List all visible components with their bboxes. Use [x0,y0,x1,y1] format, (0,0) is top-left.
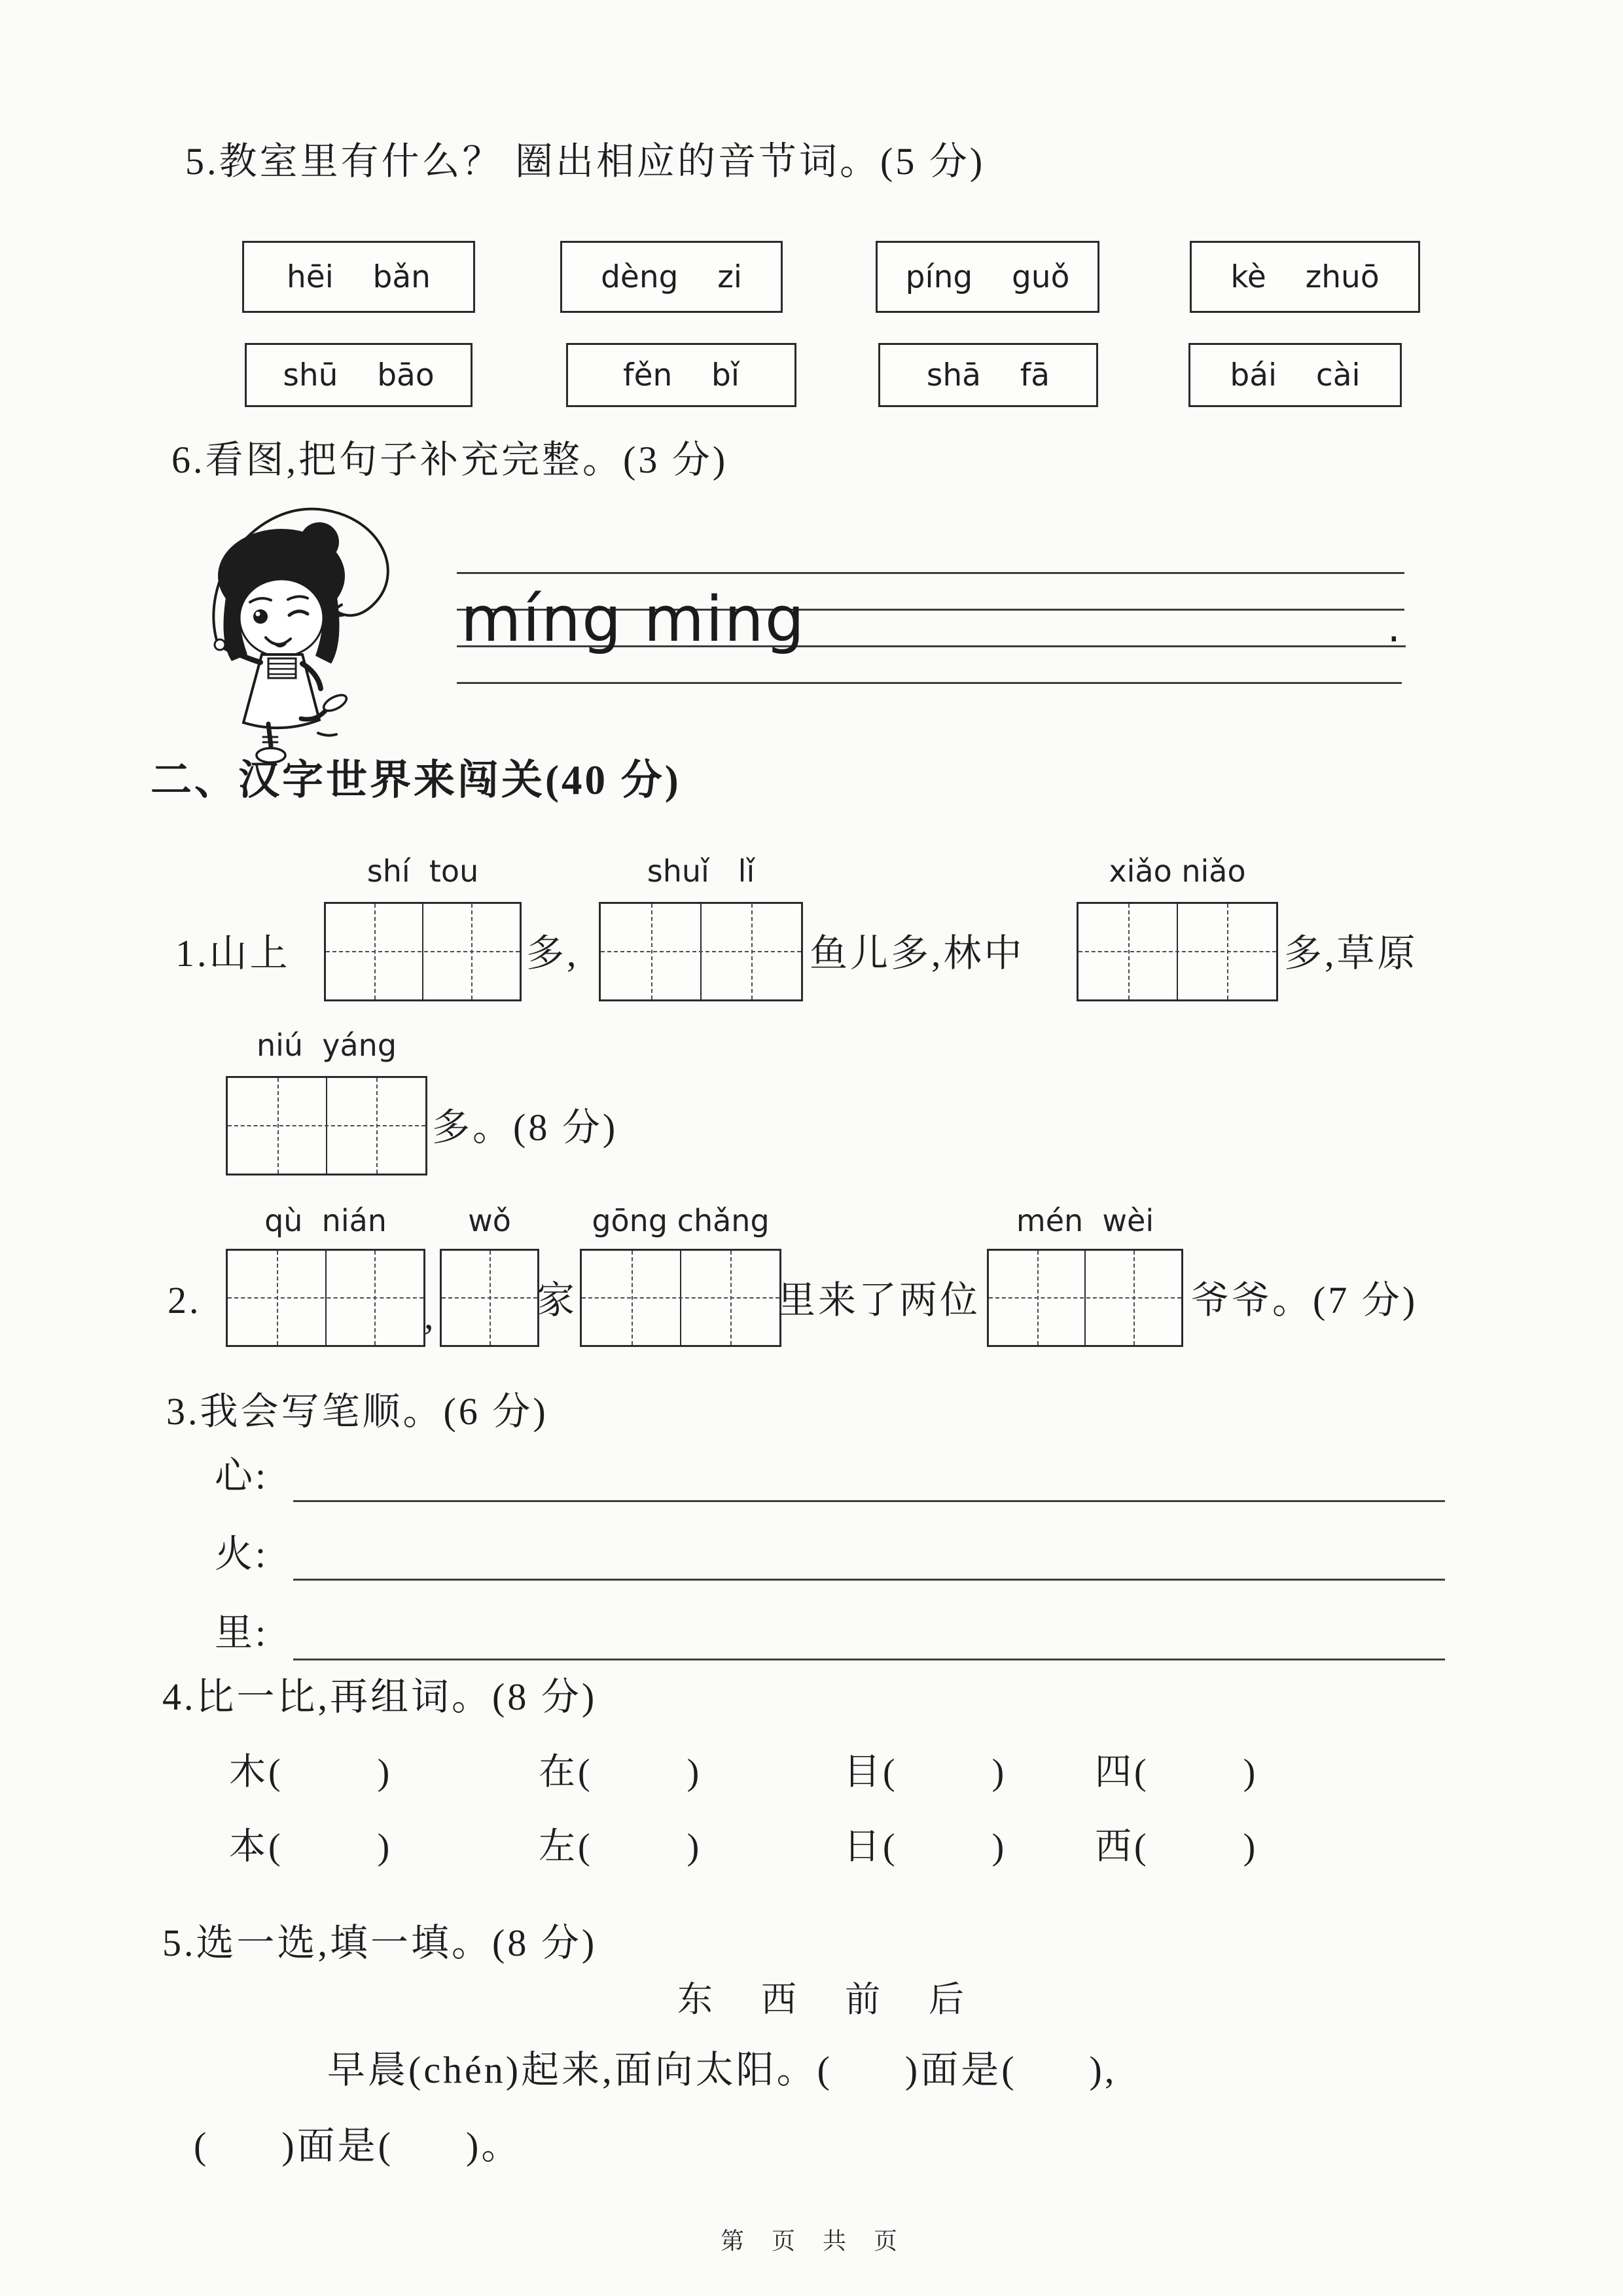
pinyin-label: wǒ [468,1203,511,1238]
q3-item-label: 里: [215,1611,269,1654]
q1-text: 多,草原 [1284,932,1418,975]
q4-cell: 左( ) [539,1827,702,1867]
pinyin-label: shí tou [366,853,479,889]
pinyin-label: qù nián [264,1203,387,1238]
q3-title: 3.我会写笔顺。(6 分) [166,1390,548,1433]
section2-title: 二、汉字世界来闯关(40 分) [151,757,681,803]
q2-text-end: 爷爷。(7 分) [1191,1279,1418,1321]
writing-grid-box [987,1249,1183,1347]
q4-cell: 四( ) [1095,1752,1258,1793]
q1-text-end: 多。(8 分) [432,1106,618,1149]
pinyin-word-box: shū bāo [245,343,473,407]
pinyin-label: xiǎo niǎo [1109,853,1246,889]
q4-cell: 日( ) [844,1827,1007,1867]
pinyin-word-box: dèng zi [560,241,783,313]
writing-grid-box [226,1076,427,1175]
pinyin-word-box: píng guǒ [876,241,1099,313]
answer-line [293,1500,1445,1502]
pinyin-word-box: kè zhuō [1190,241,1420,313]
writing-line [457,572,1404,574]
q1-text: 1.山上 [175,932,291,975]
q5b-word-bank: 东 西 前 后 [677,1980,967,2019]
q1-text: 鱼儿多,林中 [810,932,1025,975]
q5-title: 5.教室里有什么？ 圈出相应的音节词。(5 分) [185,140,986,183]
q4-cell: 西( ) [1095,1827,1258,1867]
jump-rope-girl-illustration [190,490,406,771]
q5b-sentence-line1: 早晨(chén)起来,面向太阳。( )面是( ), [327,2049,1117,2091]
q2-text: 里来了两位 [777,1279,981,1321]
writing-grid-box [580,1249,781,1347]
pinyin-word-box: hēi bǎn [242,241,475,313]
pinyin-label: mén wèi [1016,1203,1154,1238]
q4-cell: 木( ) [229,1752,393,1793]
q4-cell: 在( ) [539,1752,702,1793]
q3-item-label: 火: [215,1533,269,1575]
q5b-title: 5.选一选,填一填。(8 分) [162,1922,597,1964]
pinyin-label: niú yáng [256,1028,397,1063]
q3-item-label: 心: [215,1454,269,1497]
q6-title: 6.看图,把句子补充完整。(3 分) [171,439,728,481]
q2-text: 家 [537,1279,578,1321]
q5b-sentence-line2: ( )面是( )。 [194,2125,522,2167]
q4-cell: 本( ) [229,1827,393,1867]
q2-number: 2. [168,1279,202,1321]
q4-title: 4.比一比,再组词。(8 分) [162,1676,597,1718]
pinyin-label: gōng chǎng [592,1203,770,1238]
q4-cell: 目( ) [844,1752,1007,1793]
q1-text: 多, [526,932,579,975]
writing-line [457,682,1402,684]
writing-grid-box [440,1249,539,1347]
q6-sentence-period: . [1387,603,1402,651]
answer-line [293,1659,1445,1660]
pinyin-word-box: fěn bǐ [566,343,796,407]
writing-grid-box [226,1249,425,1347]
answer-line [293,1579,1445,1581]
q2-comma: , [424,1295,437,1337]
q6-answer-handwriting: míng ming [461,584,806,656]
writing-grid-box [1077,902,1278,1001]
page-footer: 第 页 共 页 [720,2228,902,2254]
pinyin-word-box: shā fā [878,343,1098,407]
writing-grid-box [599,902,803,1001]
writing-grid-box [324,902,522,1001]
pinyin-word-box: bái cài [1188,343,1402,407]
pinyin-label: shuǐ lǐ [647,853,755,889]
